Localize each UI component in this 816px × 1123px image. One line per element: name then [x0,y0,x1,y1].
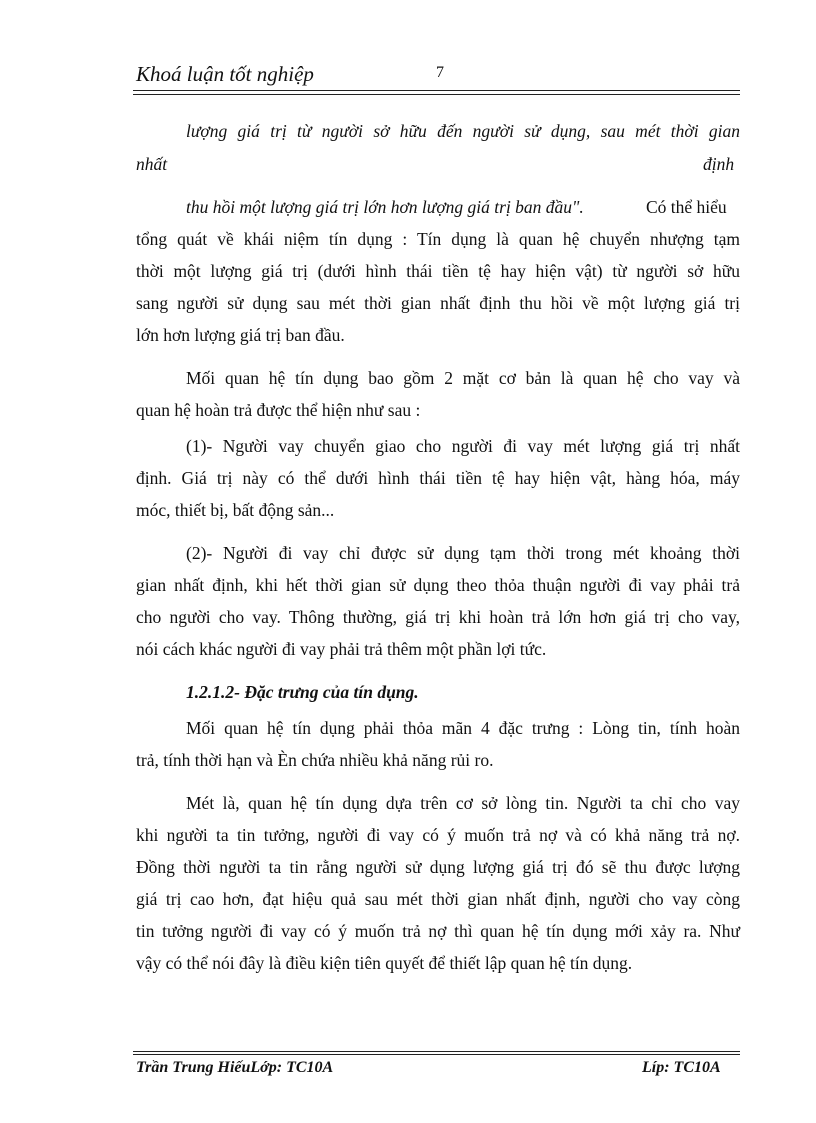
body-line-16: nói cách khác người đi vay phải trả thêm một phần lợi tức. [136,639,547,659]
body-line-3a: thu hồi một lượng giá trị lớn hơn lượng giá trị ban đầu". [186,197,584,217]
body-line-5: thời một lượng giá trị (dưới hình thái tiền tệ hay hiện vật) từ người sở hữu [136,261,740,281]
body-line-20: khi người ta tin tưởng, người đi vay có ý muốn trả nợ và có khả năng trả nợ. [136,825,740,845]
body-line-8: Mối quan hệ tín dụng bao gồm 2 mặt cơ bản là quan hệ cho vay và [186,368,740,388]
body-line-24: vậy có thể nói đây là điều kiện tiên quyết để thiết lập quan hệ tín dụng. [136,953,633,973]
body-line-15: cho người cho vay. Thông thường, giá trị khi hoàn trả lớn hơn giá trị cho vay, [136,607,740,627]
footer-rule-top [133,1051,740,1052]
body-line-6: sang người sử dụng sau mét thời gian nhất định thu hồi về một lượng giá trị [136,293,740,313]
header-rule-top [133,90,740,91]
body-line-10: (1)- Người vay chuyển giao cho người đi vay mét lượng giá trị nhất [186,436,740,456]
body-line-19: Mét là, quan hệ tín dụng dựa trên cơ sở lòng tin. Người ta chỉ cho vay [186,793,740,813]
body-line-23: tin tưởng người đi vay có ý muốn trả nợ thì quan hệ tín dụng mới xảy ra. Như [136,921,740,941]
body-line-3b: Có thể hiểu [646,197,727,217]
footer-rule-bottom [133,1054,740,1055]
body-line-11: định. Giá trị này có thể dưới hình thái tiền tệ hay hiện vật, hàng hóa, máy [136,468,740,488]
page-number: 7 [436,64,444,81]
body-line-4: tổng quát về khái niệm tín dụng : Tín dụng là quan hệ chuyển nhượng tạm [136,229,740,249]
header-title: Khoá luận tốt nghiệp [136,62,314,86]
body-line-22: giá trị cao hơn, đạt hiệu quả sau mét thời gian nhất định, người cho vay còng [136,889,740,909]
body-line-18: trả, tính thời hạn và Èn chứa nhiều khả năng rủi ro. [136,750,494,770]
body-line-9: quan hệ hoàn trả được thể hiện như sau : [136,400,421,420]
body-line-13: (2)- Người đi vay chỉ được sử dụng tạm thời trong mét khoảng thời [186,543,740,563]
header-rule-bottom [133,94,740,95]
body-line-7: lớn hơn lượng giá trị ban đầu. [136,325,345,345]
body-line-17: Mối quan hệ tín dụng phải thỏa mãn 4 đặc trưng : Lòng tin, tính hoàn [186,718,740,738]
section-heading: 1.2.1.2- Đặc trưng của tín dụng. [186,682,419,702]
footer-right-text: Líp: TC10A [642,1059,721,1076]
footer-left-text: Trần Trung HiếuLớp: TC10A [136,1059,334,1076]
body-line-21: Đồng thời người ta tin rằng người sử dụng lượng giá trị đó sẽ thu được lượng [136,857,740,877]
body-line-14: gian nhất định, khi hết thời gian sử dụng theo thỏa thuận người đi vay phải trả [136,575,740,595]
body-line-2b: định [703,154,735,174]
body-line-2a: nhất [136,154,168,174]
body-line-1: lượng giá trị từ người sở hữu đến người sử dụng, sau mét thời gian [186,121,740,141]
body-line-12: móc, thiết bị, bất động sản... [136,500,335,520]
